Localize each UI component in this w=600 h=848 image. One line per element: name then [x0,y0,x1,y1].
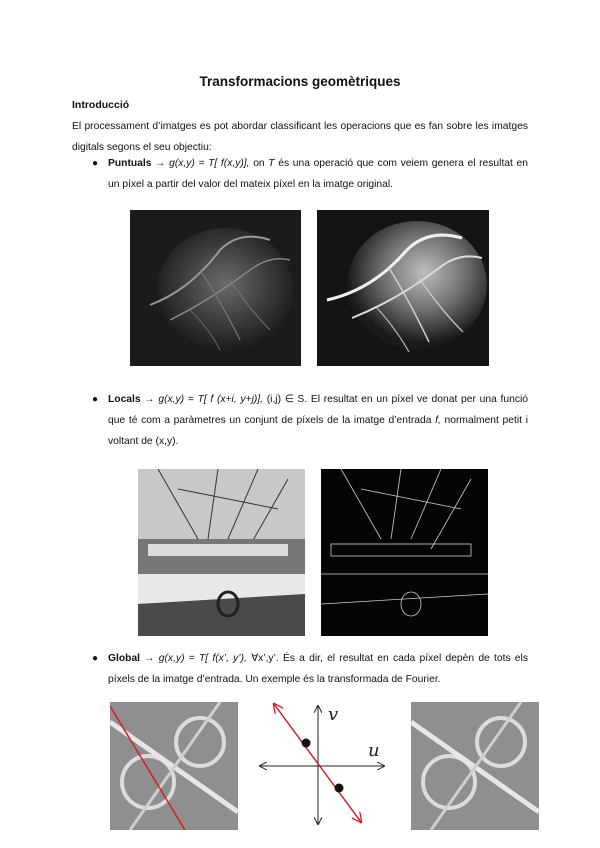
formula: g(x,y) = T[ f(x,y)], [169,158,250,169]
section-heading: Introducció [72,99,130,111]
v-label: v [328,704,339,725]
arrow: → [144,394,155,405]
bullet-dot: ● [92,158,99,169]
page-title: Transformacions geomètriques [199,74,401,89]
bullet-locals [92,389,528,452]
angiogram-original-image [130,210,301,366]
bullet-text: normalment petit i voltant de (x,y). [108,415,528,447]
bullet-text: on [249,158,269,169]
bullet-term: Puntuals [108,158,152,169]
bullet-text: (i,j) ∈ S. El resultat en un píxel ve donat per una funció que té com a paràmetres un conjunt de píxels de la imatge d’entrada [108,394,528,426]
formula: g(x,y) = T[ f (x+i, y+j)], [158,394,264,405]
highway-transformed-image [411,702,539,830]
bullet-text: ∀x’,y’. És a dir, el resultat en cada píxel depèn de tots els píxels de la imatge d’entrada. Un exemple és la transformada de Fourier. [108,653,528,685]
bullet-text: és una operació que com veiem genera el resultat en un píxel a partir del valor del mateix píxel en la imatge original. [108,158,528,190]
point-marker [335,784,344,793]
formula: g(x,y) = T[ f(x’, y’), [158,653,247,664]
highway-original-image [110,702,238,830]
intro-paragraph: El processament d’imatges es pot abordar classificant les operacions que es fan sobre les imatges digitals segons el seu objectiu: [72,121,528,153]
bullet-term: Global [108,653,141,664]
boat-edges-image [321,469,488,636]
point-marker [302,739,311,748]
u-label: u [368,740,380,761]
bullet-term: Locals [108,394,141,405]
bullet-dot: ● [92,653,99,664]
bullet-puntuals [92,153,528,195]
variable: f, [435,415,441,426]
arrow: → [155,158,166,169]
bullet-global [92,648,528,690]
angiogram-enhanced-image [317,210,489,366]
boat-original-image [138,469,305,636]
arrow: → [144,653,155,664]
fourier-axes-diagram [256,700,388,828]
bullet-dot: ● [92,394,99,405]
variable: T [268,158,275,169]
